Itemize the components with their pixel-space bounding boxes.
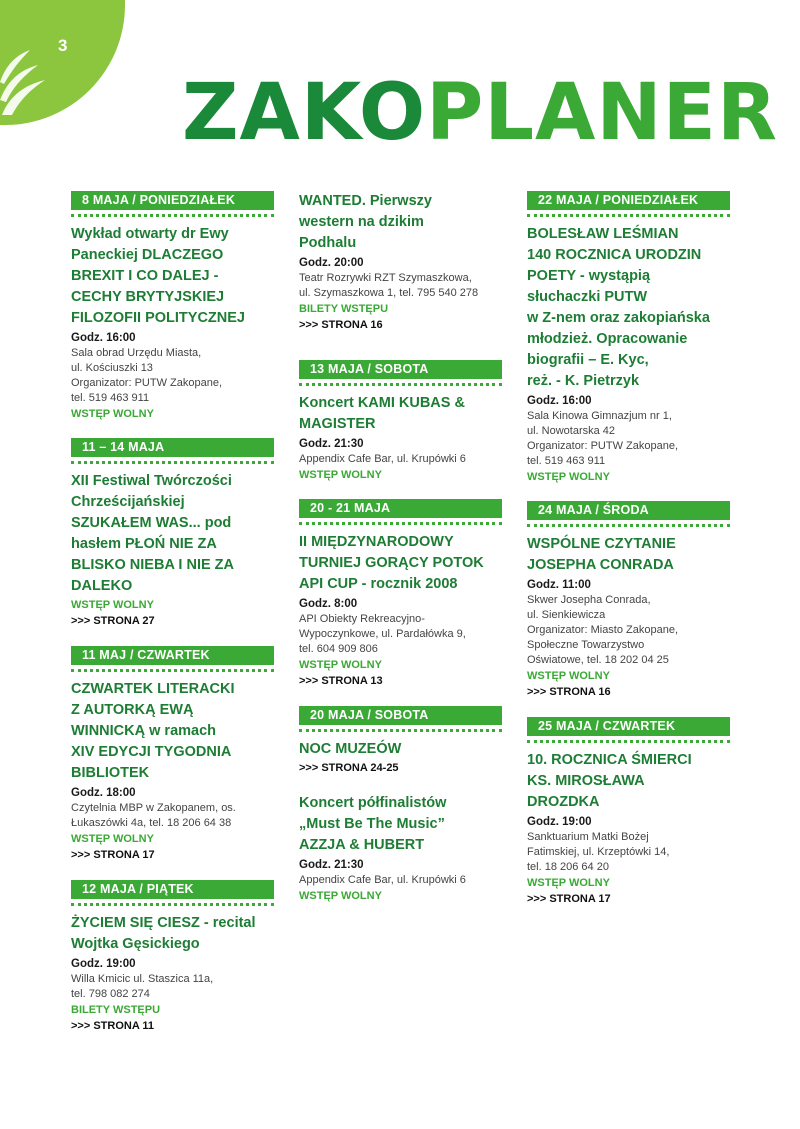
event-card bbox=[527, 501, 730, 701]
event-time: Godz. 19:00 bbox=[71, 958, 136, 970]
page-reference: >>> STRONA 17 bbox=[527, 893, 611, 905]
admission-tag: WSTĘP WOLNY bbox=[71, 408, 154, 420]
event-title bbox=[299, 393, 502, 435]
event-detail: Willa Kmicic ul. Staszica 11a, bbox=[71, 973, 214, 985]
event-title bbox=[71, 913, 274, 955]
dotted-divider bbox=[527, 740, 730, 743]
logo-part-zako: ZAKO bbox=[182, 68, 427, 158]
event-title bbox=[71, 224, 274, 329]
event-title-line: XIV EDYCJI TYGODNIA bbox=[71, 744, 232, 760]
event-card bbox=[299, 191, 502, 334]
event-title-line: słuchaczki PUTW bbox=[527, 289, 648, 305]
event-time: Godz. 21:30 bbox=[299, 438, 364, 450]
event-time: Godz. 19:00 bbox=[527, 816, 592, 828]
page-reference: >>> STRONA 16 bbox=[299, 319, 383, 331]
event-title bbox=[71, 679, 274, 784]
event-detail: tel. 519 463 911 bbox=[527, 455, 606, 467]
dotted-divider bbox=[527, 214, 730, 217]
date-header: 22 MAJA / PONIEDZIAŁEK bbox=[527, 191, 730, 210]
event-title-line: 10. ROCZNICA ŚMIERCI bbox=[527, 752, 692, 768]
event-card bbox=[299, 793, 502, 904]
event-detail: Społeczne Towarzystwo bbox=[527, 639, 645, 651]
event-title-line: „Must Be The Music” bbox=[299, 816, 445, 832]
event-title-line: SZUKAŁEM WAS... pod bbox=[71, 515, 232, 531]
column-1 bbox=[71, 191, 274, 1051]
event-title bbox=[299, 793, 502, 856]
event-detail: Czytelnia MBP w Zakopanem, os. bbox=[71, 802, 236, 814]
event-time: Godz. 16:00 bbox=[71, 332, 136, 344]
event-title-line: BLISKO NIEBA I NIE ZA bbox=[71, 557, 234, 573]
column-3 bbox=[527, 191, 730, 924]
zakoplaner-logo bbox=[182, 68, 779, 158]
event-title-line: Podhalu bbox=[299, 235, 357, 251]
event-title-line: Koncert KAMI KUBAS & bbox=[299, 395, 465, 411]
admission-tag: BILETY WSTĘPU bbox=[299, 303, 389, 315]
event-card bbox=[71, 438, 274, 630]
event-title-line: western na dzikim bbox=[299, 214, 424, 230]
date-header: 20 - 21 MAJA bbox=[299, 499, 502, 518]
event-detail: Appendix Cafe Bar, ul. Krupówki 6 bbox=[299, 453, 466, 465]
event-detail: API Obiekty Rekreacyjno- bbox=[299, 613, 425, 625]
event-detail: ul. Szymaszkowa 1, tel. 795 540 278 bbox=[299, 287, 479, 299]
admission-tag: WSTĘP WOLNY bbox=[527, 877, 610, 889]
event-card bbox=[71, 191, 274, 422]
date-header: 20 MAJA / SOBOTA bbox=[299, 706, 502, 725]
event-card bbox=[527, 191, 730, 485]
event-title-line: biografii – E. Kyc, bbox=[527, 352, 649, 368]
event-detail: ul. Sienkiewicza bbox=[527, 609, 606, 621]
event-title-line: Chrześcijańskiej bbox=[71, 494, 185, 510]
event-title-line: JOSEPHA CONRADA bbox=[527, 557, 674, 573]
event-title-line: WSPÓLNE CZYTANIE bbox=[527, 536, 676, 552]
event-detail: Skwer Josepha Conrada, bbox=[527, 594, 651, 606]
event-card bbox=[71, 646, 274, 864]
date-header: 11 MAJ / CZWARTEK bbox=[71, 646, 274, 665]
dotted-divider bbox=[71, 214, 274, 217]
event-time: Godz. 20:00 bbox=[299, 257, 364, 269]
event-detail: Sanktuarium Matki Bożej bbox=[527, 831, 649, 843]
event-detail: Fatimskiej, ul. Krzeptówki 14, bbox=[527, 846, 670, 858]
dotted-divider bbox=[299, 729, 502, 732]
event-title bbox=[527, 534, 730, 576]
page-reference: >>> STRONA 17 bbox=[71, 849, 155, 861]
dotted-divider bbox=[299, 383, 502, 386]
event-title-line: CZWARTEK LITERACKI bbox=[71, 681, 235, 697]
event-title-line: DALEKO bbox=[71, 578, 133, 594]
admission-tag: WSTĘP WOLNY bbox=[71, 833, 154, 845]
event-detail: tel. 18 206 64 20 bbox=[527, 861, 609, 873]
event-title bbox=[527, 750, 730, 813]
event-title-line: FILOZOFII POLITYCZNEJ bbox=[71, 310, 245, 326]
leaf-icon bbox=[0, 40, 60, 120]
event-detail: ul. Kościuszki 13 bbox=[71, 362, 153, 374]
date-header: 11 – 14 MAJA bbox=[71, 438, 274, 457]
event-title bbox=[527, 224, 730, 392]
dotted-divider bbox=[71, 461, 274, 464]
dotted-divider bbox=[71, 903, 274, 906]
event-card bbox=[299, 360, 502, 483]
event-time: Godz. 8:00 bbox=[299, 598, 358, 610]
date-header: 13 MAJA / SOBOTA bbox=[299, 360, 502, 379]
page-reference: >>> STRONA 13 bbox=[299, 675, 383, 687]
event-detail: ul. Nowotarska 42 bbox=[527, 425, 616, 437]
dotted-divider bbox=[299, 522, 502, 525]
event-title-line: CECHY BRYTYJSKIEJ bbox=[71, 289, 225, 305]
page-reference: >>> STRONA 11 bbox=[71, 1020, 155, 1032]
dotted-divider bbox=[527, 524, 730, 527]
admission-tag: WSTĘP WOLNY bbox=[527, 471, 610, 483]
logo-part-planer: PLANER bbox=[426, 68, 779, 158]
event-detail: Organizator: PUTW Zakopane, bbox=[527, 440, 679, 452]
admission-tag: BILETY WSTĘPU bbox=[71, 1004, 161, 1016]
event-detail: tel. 519 463 911 bbox=[71, 392, 150, 404]
admission-tag: WSTĘP WOLNY bbox=[71, 599, 154, 611]
event-title-line: Z AUTORKĄ EWĄ bbox=[71, 702, 194, 718]
date-header: 25 MAJA / CZWARTEK bbox=[527, 717, 730, 736]
event-card bbox=[71, 880, 274, 1035]
event-time: Godz. 16:00 bbox=[527, 395, 592, 407]
event-title-line: BREXIT I CO DALEJ - bbox=[71, 268, 219, 284]
event-title-line: Koncert półfinalistów bbox=[299, 795, 447, 811]
event-title-line: KS. MIROSŁAWA bbox=[527, 773, 645, 789]
page-reference: >>> STRONA 24-25 bbox=[299, 762, 399, 774]
admission-tag: WSTĘP WOLNY bbox=[299, 890, 382, 902]
admission-tag: WSTĘP WOLNY bbox=[527, 670, 610, 682]
event-title-line: BOLESŁAW LEŚMIAN bbox=[527, 226, 679, 242]
event-title bbox=[71, 471, 274, 597]
event-title-line: TURNIEJ GORĄCY POTOK bbox=[299, 555, 484, 571]
event-title-line: POETY - wystąpią bbox=[527, 268, 651, 284]
event-detail: Łukaszówki 4a, tel. 18 206 64 38 bbox=[71, 817, 232, 829]
event-title-line: młodzież. Opracowanie bbox=[527, 331, 688, 347]
event-detail: tel. 798 082 274 bbox=[71, 988, 150, 1000]
event-detail: Oświatowe, tel. 18 202 04 25 bbox=[527, 654, 669, 666]
event-detail: Sala Kinowa Gimnazjum nr 1, bbox=[527, 410, 672, 422]
date-header: 24 MAJA / ŚRODA bbox=[527, 501, 730, 520]
event-title bbox=[299, 191, 502, 254]
event-title-line: Paneckiej DLACZEGO bbox=[71, 247, 224, 263]
admission-tag: WSTĘP WOLNY bbox=[299, 469, 382, 481]
event-title-line: Wojtka Gęsickiego bbox=[71, 936, 200, 952]
event-title-line: API CUP - rocznik 2008 bbox=[299, 576, 458, 592]
event-title-line: II MIĘDZYNARODOWY bbox=[299, 534, 454, 550]
event-title bbox=[299, 739, 502, 760]
dotted-divider bbox=[71, 669, 274, 672]
event-title-line: DROZDKA bbox=[527, 794, 600, 810]
page-reference: >>> STRONA 27 bbox=[71, 615, 155, 627]
event-title-line: reż. - K. Pietrzyk bbox=[527, 373, 640, 389]
event-title-line: hasłem PŁOŃ NIE ZA bbox=[71, 536, 217, 552]
page-reference: >>> STRONA 16 bbox=[527, 686, 611, 698]
event-title bbox=[299, 532, 502, 595]
event-title-line: w Z-nem oraz zakopiańska bbox=[527, 310, 710, 326]
event-title-line: MAGISTER bbox=[299, 416, 376, 432]
event-time: Godz. 18:00 bbox=[71, 787, 136, 799]
event-detail: Sala obrad Urzędu Miasta, bbox=[71, 347, 202, 359]
date-header: 12 MAJA / PIĄTEK bbox=[71, 880, 274, 899]
event-title-line: 140 ROCZNICA URODZIN bbox=[527, 247, 702, 263]
event-detail: Wypoczynkowe, ul. Pardałówka 9, bbox=[299, 628, 466, 640]
event-detail: Teatr Rozrywki RZT Szymaszkowa, bbox=[299, 272, 472, 284]
event-title-line: WINNICKĄ w ramach bbox=[71, 723, 217, 739]
event-title-line: Wykład otwarty dr Ewy bbox=[71, 226, 229, 242]
event-detail: Organizator: Miasto Zakopane, bbox=[527, 624, 679, 636]
event-title-line: BIBLIOTEK bbox=[71, 765, 150, 781]
event-detail: Organizator: PUTW Zakopane, bbox=[71, 377, 223, 389]
column-2 bbox=[299, 191, 502, 930]
admission-tag: WSTĘP WOLNY bbox=[299, 659, 382, 671]
event-title-line: XII Festiwal Twórczości bbox=[71, 473, 232, 489]
event-card bbox=[299, 706, 502, 777]
event-detail: Appendix Cafe Bar, ul. Krupówki 6 bbox=[299, 874, 466, 886]
event-card bbox=[299, 499, 502, 690]
event-title-line: NOC MUZEÓW bbox=[299, 741, 402, 757]
event-title-line: AZZJA & HUBERT bbox=[299, 837, 425, 853]
page-number: 3 bbox=[58, 36, 68, 55]
event-time: Godz. 21:30 bbox=[299, 859, 364, 871]
event-title-line: ŻYCIEM SIĘ CIESZ - recital bbox=[71, 915, 256, 931]
event-time: Godz. 11:00 bbox=[527, 579, 591, 591]
date-header: 8 MAJA / PONIEDZIAŁEK bbox=[71, 191, 274, 210]
event-detail: tel. 604 909 806 bbox=[299, 643, 378, 655]
event-card bbox=[527, 717, 730, 908]
event-title-line: WANTED. Pierwszy bbox=[299, 193, 432, 209]
